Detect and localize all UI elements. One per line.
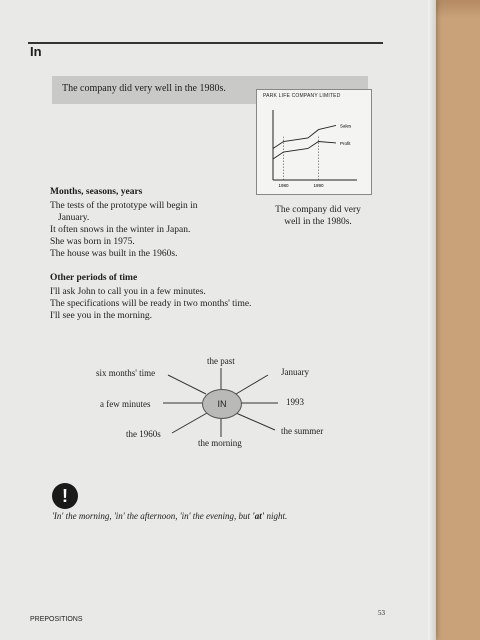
spoke-label: the past (207, 356, 235, 366)
other-line: I'll ask John to call you in a few minutes. (50, 287, 206, 297)
months-line: The house was built in the 1960s. (50, 249, 178, 259)
spoke-label: a few minutes (100, 399, 151, 409)
note-prefix: 'In' the morning, 'in' the afternoon, 'in' the evening, but (52, 511, 253, 521)
spoke-label: six months' time (96, 368, 156, 378)
other-heading: Other periods of time (50, 273, 138, 283)
diagram-center: IN (202, 389, 242, 419)
series-label: Sales (340, 123, 352, 129)
usage-note (52, 511, 287, 521)
spoke-label: 1993 (286, 397, 304, 407)
exclamation-icon: ! (52, 483, 78, 509)
spoke-label: the 1960s (126, 429, 161, 439)
months-line: The tests of the prototype will begin in (50, 201, 198, 211)
other-line: I'll see you in the morning. (50, 311, 152, 321)
caption-text: The company did very well in the 1980s. (62, 83, 226, 94)
x-tick-label: 1980 (278, 183, 289, 188)
chart-caption-line: well in the 1980s. (284, 217, 352, 227)
note-suffix: night. (264, 511, 288, 521)
series-label: Profit (340, 140, 351, 146)
spoke-label: the morning (198, 438, 242, 448)
x-tick-label: 1990 (313, 183, 324, 188)
months-line: She was born in 1975. (50, 237, 135, 247)
months-line: January. (58, 213, 90, 223)
chart-caption-line: The company did very (275, 205, 361, 215)
months-line: It often snows in the winter in Japan. (50, 225, 191, 235)
section-title: In (30, 44, 42, 59)
months-heading: Months, seasons, years (50, 187, 143, 197)
spoke-label: the summer (281, 426, 324, 436)
other-line: The specifications will be ready in two months' time. (50, 299, 252, 309)
chart-title: PARK LIFE COMPANY LIMITED (263, 93, 341, 99)
note-emphasis: 'at' (252, 511, 265, 521)
spoke-label: January (281, 367, 309, 377)
footer-chapter: PREPOSITIONS (30, 616, 83, 623)
page-number: 53 (378, 609, 385, 617)
